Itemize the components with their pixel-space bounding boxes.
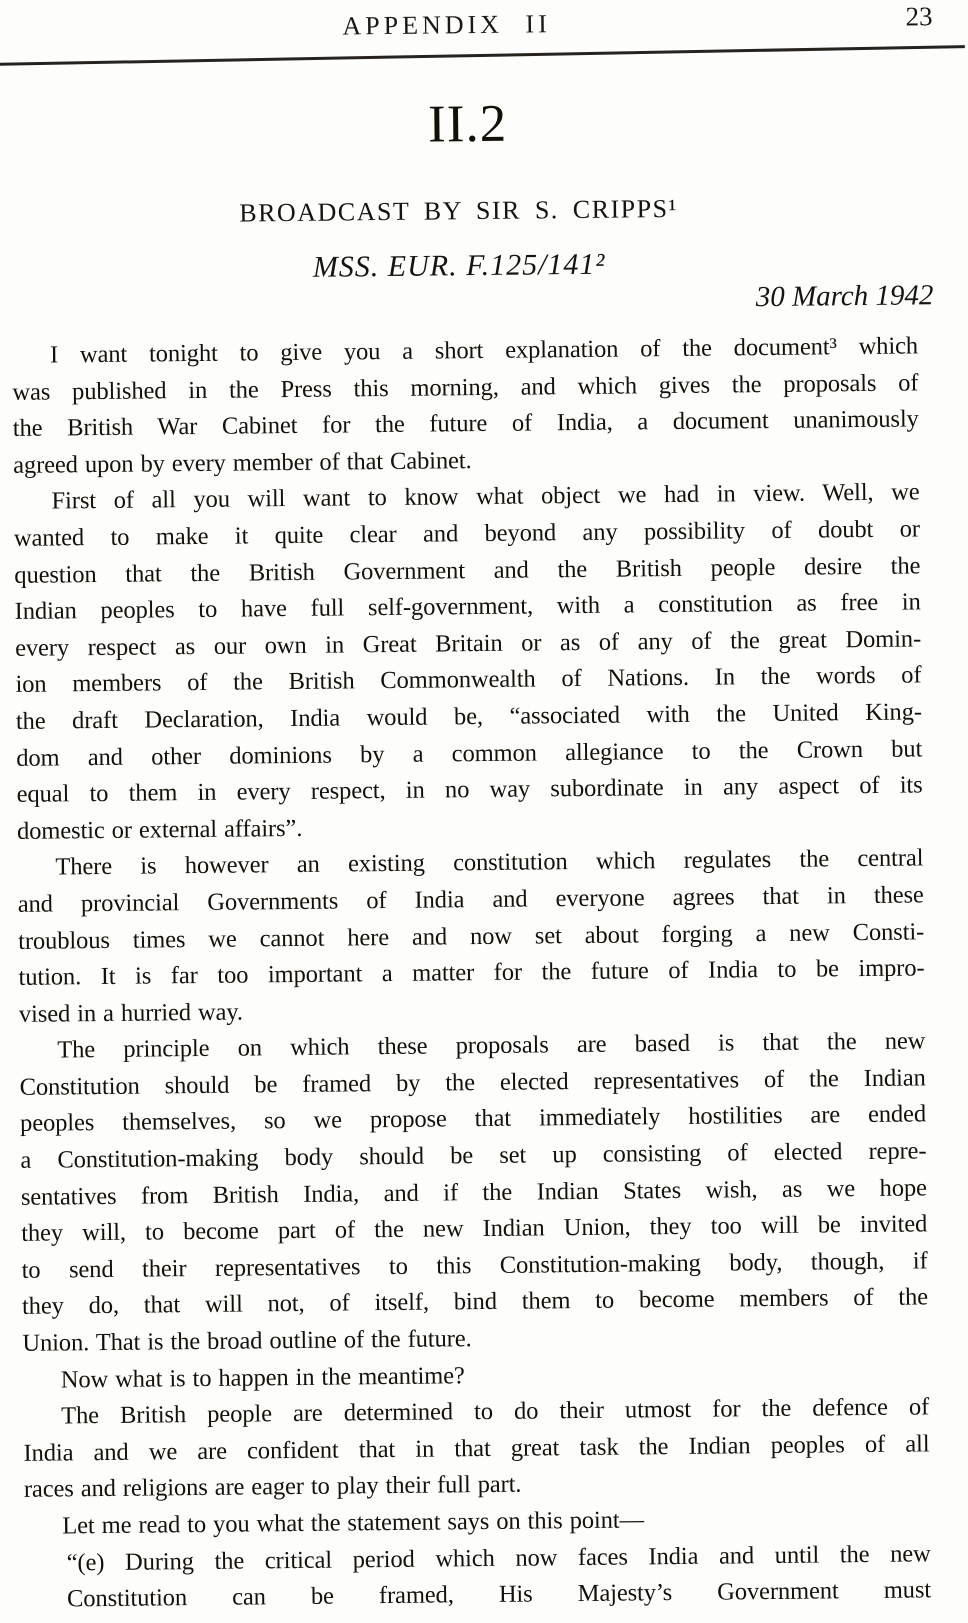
document-date: 30 March 1942 — [755, 279, 934, 314]
text-line: I want tonight to give you a short explanation of the document³ which — [49, 332, 919, 369]
text-line: Constitution should be framed by the elected representatives of the Indian — [19, 1064, 926, 1101]
text-line: agreed upon by every member of that Cabinet. — [13, 446, 472, 479]
text-line: sentatives from British India, and if the Indian States wish, as we hope — [20, 1174, 927, 1211]
source-reference: MSS. EUR. F.125/141² — [312, 247, 606, 284]
text-line: races and religions are eager to play their full part. — [23, 1471, 522, 1504]
text-line: the British War Cabinet for the future of India, a document unanimously — [12, 405, 919, 443]
text-line: they do, that will not, of itself, bind them to become members of the — [21, 1283, 929, 1321]
text-line: peoples themselves, so we propose that immediately hostilities are ended — [19, 1100, 927, 1138]
text-line: they will, to become part of the new Indian Union, they too will be invited — [21, 1210, 928, 1248]
text-line: First of all you will want to know what object we had in view. Well, we — [51, 478, 920, 515]
running-head-title: APPENDIX II — [342, 9, 551, 41]
text-line: Let me read to you what the statement says on this point— — [62, 1506, 645, 1540]
quoted-paragraph — [67, 1536, 932, 1618]
text-line: tution. It is far too important a matter for the future of India to be impro- — [18, 954, 925, 991]
text-line: “(e) During the critical period which now faces India and until the new — [66, 1539, 931, 1577]
paragraph — [12, 328, 919, 484]
text-line: was published in the Press this morning, and which gives the proposals of — [12, 369, 919, 406]
text-line: the draft Declaration, India would be, “associated with the United King- — [15, 698, 922, 735]
text-line: The British people are determined to do their utmost for the defence of — [61, 1393, 930, 1430]
text-line: every respect as our own in Great Britain or as of any of the great Domin- — [14, 625, 922, 662]
text-line: ion members of the British Commonwealth of Nations. In the words of — [15, 661, 922, 699]
text-line: to send their representatives to this Constitution-making body, though, if — [21, 1247, 928, 1284]
text-line: Union. That is the broad outline of the future. — [22, 1325, 472, 1357]
paragraph — [17, 841, 925, 1033]
text-line: Indian peoples to have full self-government, with a constitution as free in — [14, 588, 921, 626]
text-line: vised in a hurried way. — [18, 998, 244, 1028]
document-body — [12, 328, 931, 1618]
text-line: The principle on which these proposals are based is that the new — [57, 1027, 926, 1064]
text-line: Constitution can be framed, His Majesty’s Government must — [66, 1576, 932, 1613]
document-title: BROADCAST BY SIR S. CRIPPS¹ — [239, 193, 678, 228]
paragraph — [19, 1024, 928, 1363]
text-line: and provincial Governments of India and everyone agrees that in these — [17, 881, 924, 918]
text-line: There is however an existing constitution which regulates the central — [55, 844, 924, 881]
text-line: domestic or external affairs”. — [16, 814, 303, 845]
text-line: dom and other dominions by a common allegiance to the Crown but — [16, 734, 923, 772]
section-number: II.2 — [427, 94, 508, 154]
text-line: India and we are confident that in that great task the Indian peoples of all — [23, 1430, 930, 1467]
paragraph — [23, 1390, 930, 1509]
page-number: 23 — [905, 1, 933, 32]
text-line: troublous times we cannot here and now set about forging a new Consti- — [18, 917, 925, 955]
text-line: a Constitution-making body should be set up consisting of elected repre- — [20, 1137, 927, 1174]
text-line: wanted to make it quite clear and beyond any possibility of doubt or — [13, 515, 921, 552]
paragraph — [13, 475, 923, 850]
text-line: equal to them in every respect, in no way subordinate in any aspect of its — [16, 771, 923, 809]
text-line: question that the British Government and the British people desire the — [14, 551, 921, 589]
text-line: Now what is to happen in the meantime? — [60, 1361, 465, 1394]
